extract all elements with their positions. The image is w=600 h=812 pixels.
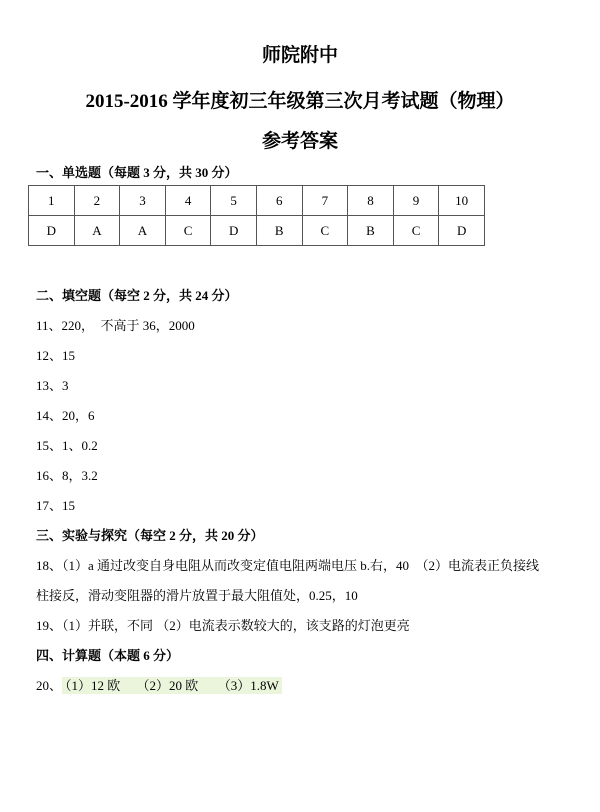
question-number: 10 [439,186,485,216]
answer-18-line2: 柱接反，滑动变阻器的滑片放置于最大阻值处，0.25，10 [36,588,358,603]
answer-cell: D [439,216,485,246]
question-number: 9 [393,186,439,216]
answer-cell: A [74,216,120,246]
fill-answer-17: 17、15 [36,498,76,513]
answer-cell: C [165,216,211,246]
answer-cell: D [29,216,75,246]
question-number: 5 [211,186,257,216]
section1-heading: 一、单选题（每题 3 分，共 30 分） [36,165,238,180]
fill-answer-11: 11、220， 不高于 36，2000 [36,318,195,333]
answer-18-line1: 18、（1）a 通过改变自身电阻从而改变定值电阻两端电压 b.右，40 （2）电流表正负接线 [36,558,540,573]
section2-heading: 二、填空题（每空 2 分，共 24 分） [36,288,238,303]
answer-cell: B [256,216,302,246]
answer-20 [36,675,282,694]
answer-table [28,185,485,246]
question-number: 2 [74,186,120,216]
school-name: 师院附中 [261,45,338,66]
fill-answer-13: 13、3 [36,378,69,393]
question-number-row [29,186,485,216]
fill-answer-12: 12、15 [36,348,76,363]
fill-answer-16: 16、8，3.2 [36,468,98,483]
answer-cell: D [211,216,257,246]
answer-19: 19、（1）并联，不同 （2）电流表示数较大的，该支路的灯泡更亮 [36,618,410,633]
answer-cell: A [120,216,166,246]
question-number: 1 [29,186,75,216]
fill-answer-15: 15、1、0.2 [36,438,98,453]
question-number: 3 [120,186,166,216]
question-number: 4 [165,186,211,216]
answer-20-values: （1）12 欧 （2）20 欧 （3）1.8W [62,677,282,694]
exam-title: 2015-2016 学年度初三年级第三次月考试题（物理） [85,91,515,112]
answer-cell: C [302,216,348,246]
question-number: 8 [348,186,394,216]
answer-cell: C [393,216,439,246]
section3-heading: 三、实验与探究（每空 2 分，共 20 分） [36,528,264,543]
answer-key-subtitle: 参考答案 [261,131,338,152]
answer-row [29,216,485,246]
section4-heading: 四、计算题（本题 6 分） [36,648,180,663]
fill-answer-14: 14、20，6 [36,408,95,423]
question-number: 7 [302,186,348,216]
question-number: 6 [256,186,302,216]
answer-cell: B [348,216,394,246]
answer-20-number: 20、 [36,678,63,693]
